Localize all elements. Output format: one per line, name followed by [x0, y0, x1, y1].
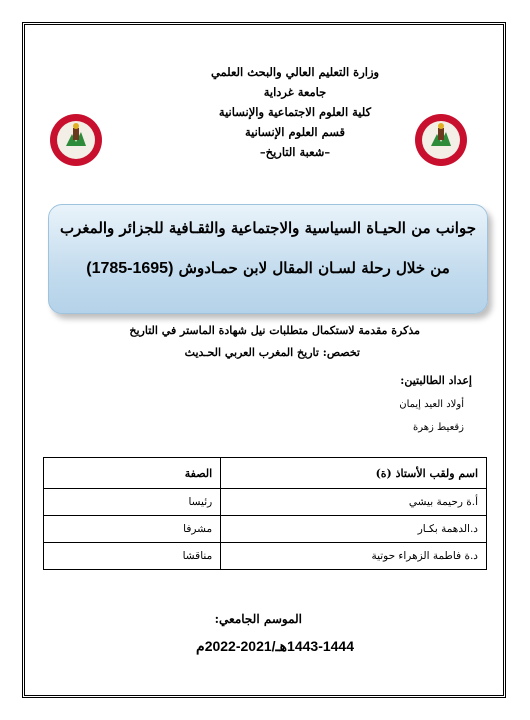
university-emblem-icon: [48, 112, 104, 168]
department-name: قسم العلوم الإنسانية: [244, 125, 346, 139]
jury-member-role: رئيسا: [44, 489, 221, 516]
table-row: [44, 543, 487, 570]
academic-session-label: الموسم الجامعي:: [214, 612, 302, 626]
university-emblem-icon: [413, 112, 469, 168]
memo-statement: مذكرة مقدمة لاستكمال متطلبات نيل شهادة الماستر في التاريخ: [129, 324, 420, 337]
student-name: زقعيط زهرة: [413, 422, 464, 433]
thesis-title-box: [48, 204, 488, 314]
jury-member-name: د.ة فاطمة الزهراء حوتية: [221, 543, 487, 570]
ministry-name: وزارة التعليم العالي والبحث العلمي: [210, 65, 380, 79]
thesis-title-years: (1695-1785): [86, 260, 174, 277]
jury-member-role: مناقشا: [44, 543, 221, 570]
branch-name: –شعبة التاريخ–: [259, 145, 331, 159]
thesis-title-line1: جوانب من الحيـاة السياسية والاجتماعية والثقـافية للجزائر والمغرب: [60, 219, 476, 237]
faculty-name: كلية العلوم الاجتماعية والإنسانية: [218, 105, 372, 119]
table-row: [44, 489, 487, 516]
thesis-title-line2-text: من خلال رحلة لسـان المقال لابن حمـادوش: [178, 259, 450, 277]
institution-header: [170, 62, 420, 162]
jury-member-role: مشرفا: [44, 516, 221, 543]
thesis-title-line2: [57, 259, 479, 278]
jury-header-name: اسم ولقب الأستاذ (ة): [221, 458, 487, 489]
jury-header-role: الصفة: [44, 458, 221, 489]
specialty: تخصص: تاريخ المغرب العربي الحـديث: [184, 346, 360, 359]
university-name: جامعة غرداية: [263, 85, 327, 99]
prepared-by-label: إعداد الطالبتين:: [400, 374, 472, 387]
jury-header-row: [44, 458, 487, 489]
jury-member-name: د.الدهمة بكـار: [221, 516, 487, 543]
jury-table: [43, 457, 487, 570]
student-name: أولاد العيد إيمان: [399, 399, 464, 410]
table-row: [44, 516, 487, 543]
academic-year: 1443-1444هـ/2021-2022م: [196, 638, 354, 654]
jury-member-name: أ.ة رحيمة بيشي: [221, 489, 487, 516]
